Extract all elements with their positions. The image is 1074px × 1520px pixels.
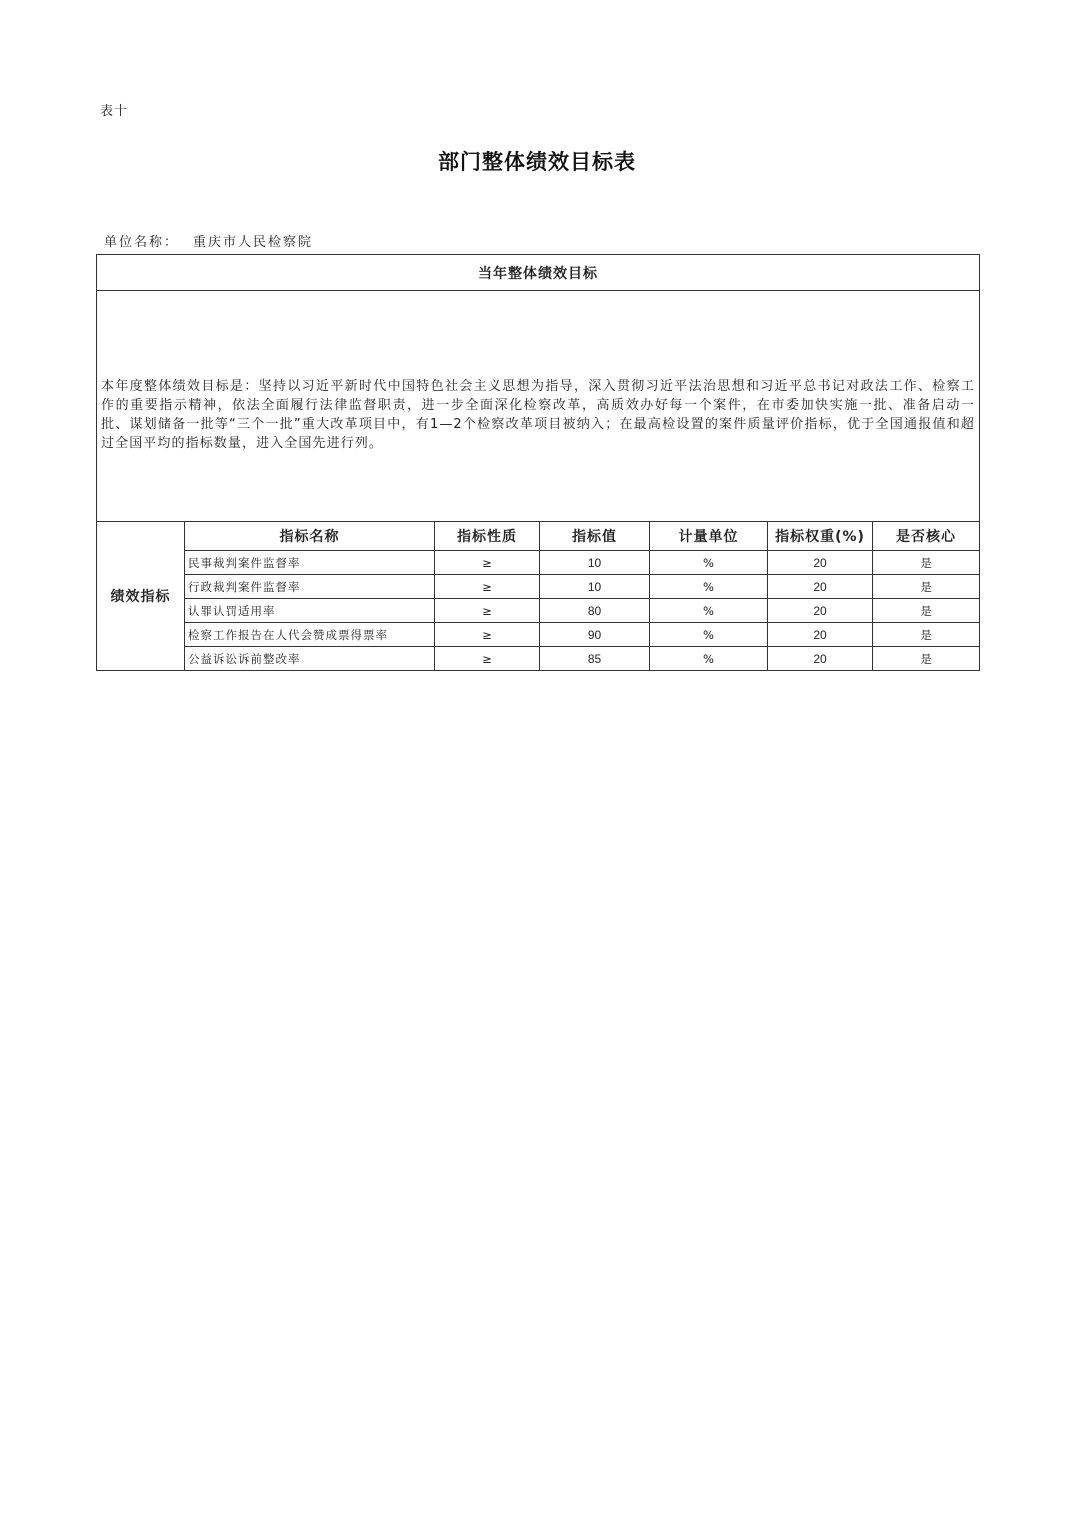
indicator-value: 85 xyxy=(540,647,650,671)
indicator-value: 10 xyxy=(540,551,650,575)
indicator-unit: % xyxy=(650,575,768,599)
unit-line xyxy=(104,231,313,250)
table-row xyxy=(97,599,980,623)
indicator-nature: ≥ xyxy=(435,599,540,623)
indicator-unit: % xyxy=(650,623,768,647)
indicator-unit: % xyxy=(650,599,768,623)
indicator-core: 是 xyxy=(873,551,980,575)
indicator-name: 检察工作报告在人代会赞成票得票率 xyxy=(185,623,435,647)
indicator-weight: 20 xyxy=(768,575,873,599)
indicator-value: 80 xyxy=(540,599,650,623)
indicator-unit: % xyxy=(650,647,768,671)
indicator-core: 是 xyxy=(873,599,980,623)
unit-label: 单位名称： xyxy=(104,235,180,250)
column-header-nature: 指标性质 xyxy=(435,522,540,551)
performance-goal-table xyxy=(96,254,980,671)
table-row xyxy=(97,623,980,647)
indicator-name: 民事裁判案件监督率 xyxy=(185,551,435,575)
indicator-weight: 20 xyxy=(768,599,873,623)
column-header-value: 指标值 xyxy=(540,522,650,551)
indicator-value: 10 xyxy=(540,575,650,599)
column-header-name: 指标名称 xyxy=(185,522,435,551)
table-row xyxy=(97,575,980,599)
indicator-name: 行政裁判案件监督率 xyxy=(185,575,435,599)
indicator-unit: % xyxy=(650,551,768,575)
indicator-name: 公益诉讼诉前整改率 xyxy=(185,647,435,671)
indicator-nature: ≥ xyxy=(435,647,540,671)
column-header-unit: 计量单位 xyxy=(650,522,768,551)
unit-name: 重庆市人民检察院 xyxy=(193,235,314,250)
indicator-nature: ≥ xyxy=(435,623,540,647)
indicator-weight: 20 xyxy=(768,647,873,671)
goal-header: 当年整体绩效目标 xyxy=(97,255,980,291)
indicator-weight: 20 xyxy=(768,623,873,647)
column-header-core: 是否核心 xyxy=(873,522,980,551)
column-header-weight: 指标权重(%) xyxy=(768,522,873,551)
document-title: 部门整体绩效目标表 xyxy=(438,150,636,174)
goal-text: 本年度整体绩效目标是：坚持以习近平新时代中国特色社会主义思想为指导，深入贯彻习近平法治思想和习近平总书记对政法工作、检察工作的重要指示精神，依法全面履行法律监督职责，进一步全面深化检察改革，高质效办好每一个案件，在市委加快实施一批、准备启动一批、谋划储备一批等“三个一批”重大改革项目中，有1—2个检察改革项目被纳入；在最高检设置的案件质量评价指标，优于全国通报值和超过全国平均的指标数量，进入全国先进行列。 xyxy=(101,379,976,451)
indicator-core: 是 xyxy=(873,623,980,647)
table-number: 表十 xyxy=(100,104,129,119)
indicator-value: 90 xyxy=(540,623,650,647)
indicator-nature: ≥ xyxy=(435,551,540,575)
indicator-core: 是 xyxy=(873,575,980,599)
indicator-core: 是 xyxy=(873,647,980,671)
indicator-section-label: 绩效指标 xyxy=(97,522,185,671)
indicator-nature: ≥ xyxy=(435,575,540,599)
table-row xyxy=(97,551,980,575)
indicator-header-row xyxy=(97,522,980,551)
goal-body-cell xyxy=(97,291,980,522)
indicator-name: 认罪认罚适用率 xyxy=(185,599,435,623)
table-row xyxy=(97,647,980,671)
indicator-weight: 20 xyxy=(768,551,873,575)
